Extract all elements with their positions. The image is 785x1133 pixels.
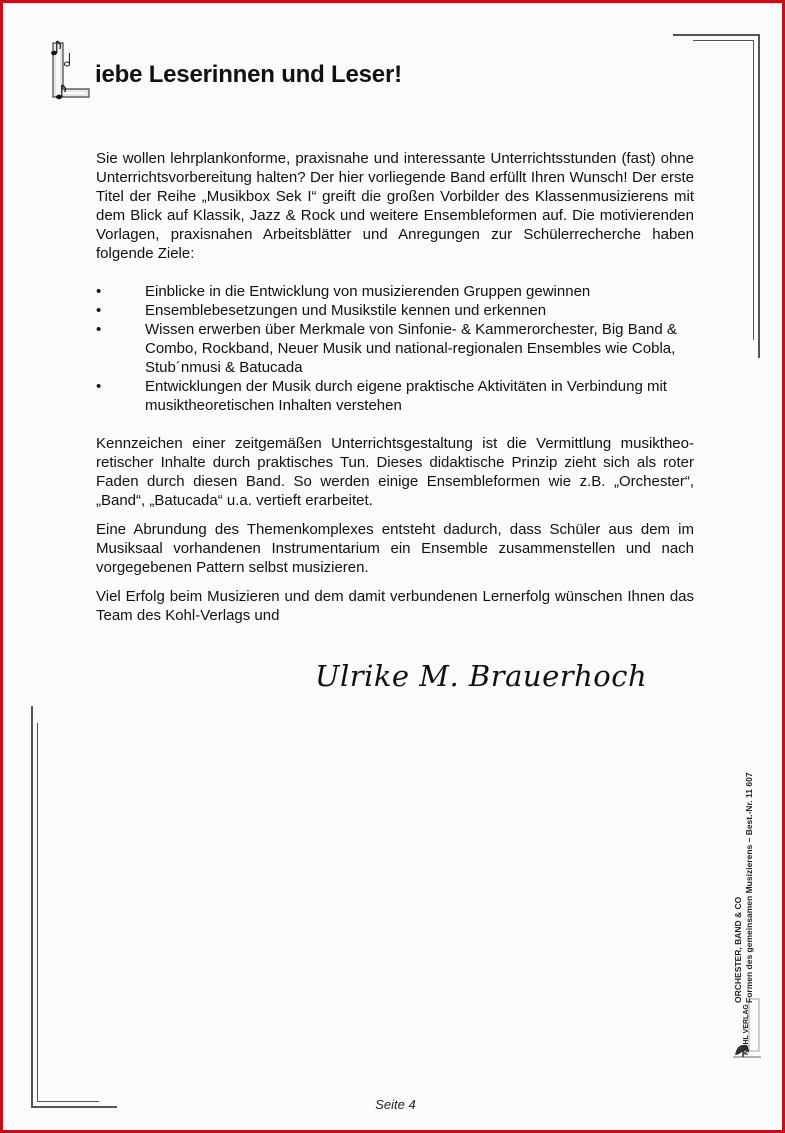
publisher-imprint [733, 703, 755, 1055]
list-item [96, 320, 694, 377]
initial-letter-icon [47, 37, 91, 103]
list-item [96, 377, 694, 415]
paragraph-closing: Viel Erfolg beim Musizieren und dem damit verbundenen Lernerfolg wünschen Ihnen das Team des Kohl-Verlags und [96, 588, 694, 624]
bullet-icon: • [96, 378, 102, 395]
frame-bottom-left-line-2 [37, 723, 38, 1102]
bullet-icon: • [96, 321, 102, 338]
list-item-text: Einblicke in die Entwicklung von musizierenden Gruppen gewinnen [145, 283, 591, 300]
list-item-text: Wissen erwerben über Merkmale von Sinfonie- & Kammerorchester, Big Band & Combo, Rockband, Neuer Musik und national-regionalen Ensembles wie Cobla, Stub´nmusi & Batucada [145, 321, 677, 376]
bullet-icon: • [96, 283, 102, 300]
paragraph-didactics: Kennzeichen einer zeitgemäßen Unterrichtsgestaltung ist die Vermittlung musiktheoretischer Inhalte durch praktisches Tun. Dieses didaktische Prinzip zieht sich als roter Faden durch diesen Band. So werden einige Ensembleformen wie z.B. „Orchester“, „Band“, „Batucada“ u.a. vertieft erarbeitet. [96, 435, 694, 509]
author-signature: Ulrike M. Brauerhoch [315, 659, 648, 693]
bullet-icon: • [96, 302, 102, 319]
paragraph-ensemble: Eine Abrundung des Themenkomplexes entsteht dadurch, dass Schüler aus dem im Musiksaal vorhandenen Instrumentarium ein Ensemble zusammenstellen und nach vorgegebenen Pattern selbst musizieren. [96, 521, 694, 576]
page-number: Seite 4 [375, 1097, 416, 1112]
list-item-text: Entwicklungen der Musik durch eigene praktische Aktivitäten in Verbindung mit musiktheoretischen Inhalten verstehen [145, 378, 667, 414]
series-title: ORCHESTER, BAND & CO [733, 896, 743, 1003]
list-item [96, 282, 694, 301]
frame-bottom-left-line-1 [31, 706, 33, 1107]
goals-list [96, 282, 694, 415]
intro-paragraph: Sie wollen lehrplankonforme, praxisnahe und interessante Unterrichtsstunden (fast) ohne Unterrichtsvorbereitung halten? Der hier vorliegende Band erfüllt Ihren Wunsch! Der erste Titel der Reihe „Musikbox Sek I“ greift die großen Vorbilder des Klassenmusizierens mit dem Blick auf Klassik, Jazz & Rock und weitere Ensembleformen auf. Die motivierenden Vorlagen, praxisnahen Arbeitsblätter und Anregungen zur Schülerrecherche haben folgende Ziele: [96, 150, 694, 262]
frame-top-right-line-1 [673, 34, 760, 36]
frame-top-right-line-2 [693, 40, 754, 41]
frame-top-right-line-3 [758, 34, 760, 358]
publisher-logo-text: KOHL VERLAG [743, 1004, 750, 1055]
series-subtitle: Formen des gemeinsamen Musizierens – Best.-Nr. 11 607 [744, 772, 754, 1003]
page-title: iebe Leserinnen und Leser! [95, 61, 402, 88]
frame-top-right-line-4 [753, 40, 754, 340]
list-item-text: Ensemblebesetzungen und Musikstile kennen und erkennen [145, 302, 547, 319]
letter-body [96, 149, 694, 625]
list-item [96, 301, 694, 320]
